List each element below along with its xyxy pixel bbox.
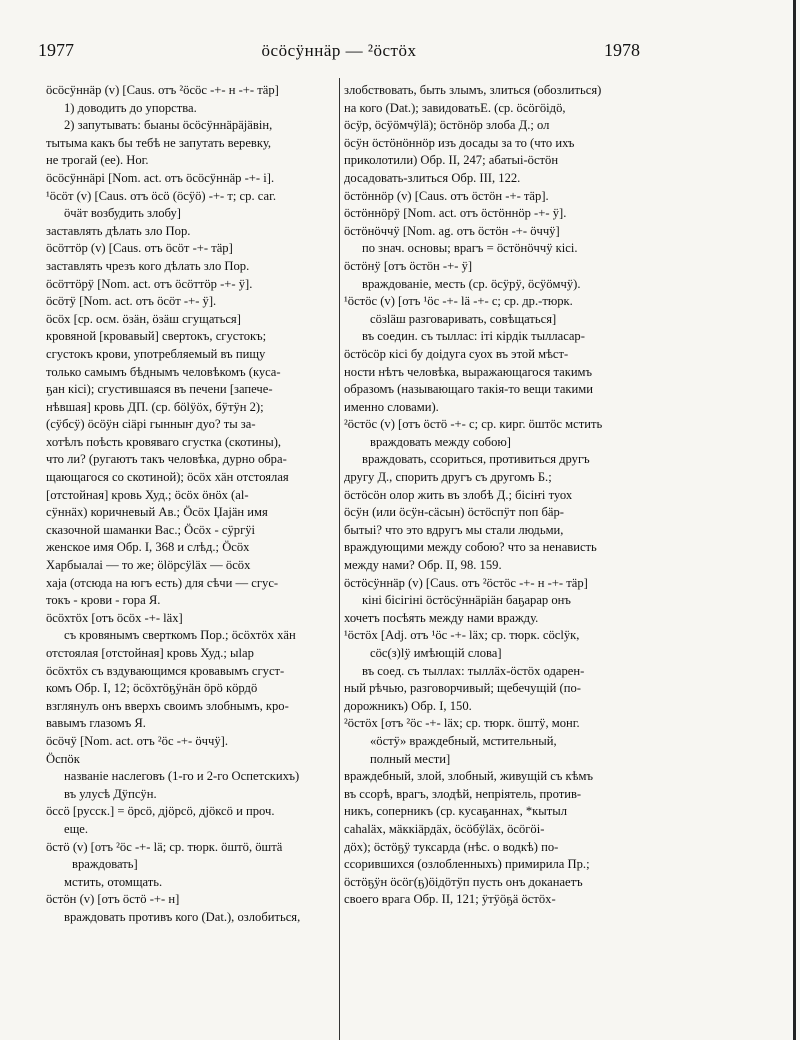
dictionary-line: ¹ӧстӧс (v) [отъ ¹ӧс -+- lӓ -+- с; ср. др.-тюрк. bbox=[344, 294, 573, 309]
dictionary-line: ҕан кісі); сгустившаяся въ печени [запече- bbox=[46, 382, 273, 397]
dictionary-line: ӧсӧсӱннӓрі [Nom. act. отъ ӧсӧсӱннӓр -+- і]. bbox=[46, 170, 275, 185]
dictionary-line: «ӧстӱ» враждебный, мстительный, bbox=[370, 733, 557, 748]
dictionary-line: ӧсӧттӧрӱ [Nom. act. отъ ӧсӧттӧр -+- ӱ]. bbox=[46, 276, 253, 291]
dictionary-line: мстить, отомщать. bbox=[64, 874, 163, 889]
dictionary-line: ности нѣтъ человѣка, выражающагося такимъ bbox=[344, 364, 593, 379]
dictionary-line: 2) запутывать: быаны ӧсӧсӱннӓрӓjӓвін, bbox=[64, 118, 273, 133]
dictionary-line: ӧсӧхтӧх съ вздувающимся кровавымъ сгуст- bbox=[46, 663, 285, 678]
dictionary-line: взглянулъ онъ вверхъ своимъ злобнымъ, кро- bbox=[46, 698, 289, 713]
dictionary-line: враждовать, ссориться, противиться другъ bbox=[362, 452, 590, 467]
dictionary-line: токъ - крови - гора Я. bbox=[46, 593, 161, 608]
dictionary-line: приколотили) Обр. II, 247; абатыі-ӧстӧн bbox=[344, 153, 559, 168]
dictionary-line: хотѣлъ поѣсть кровяваго сгустка (скотины), bbox=[46, 434, 282, 449]
dictionary-line: ӧссӧ [русск.] = ӧрсӧ, дjӧрсӧ, дjӧксӧ и проч. bbox=[46, 804, 275, 819]
dictionary-line: сӧзlӓш разговаривать, совѣщаться] bbox=[370, 311, 557, 326]
dictionary-line: отстоялая [отстойная] кровь Худ.; ыlар bbox=[46, 646, 254, 660]
dictionary-line: Харбыалаі — то же; ӧlӧрсӱlӓх — ӧсӧх bbox=[46, 558, 251, 573]
dictionary-line: ӧсӧсӱннӓр (v) [Caus. отъ ²ӧсӧс -+- н -+- тӓр] bbox=[46, 83, 279, 97]
dictionary-line: ӧсӱн (или ӧсӱн-сӓсын) ӧстӧспӱт поп бӓр- bbox=[344, 505, 564, 520]
dictionary-line: ӧстӧ (v) [отъ ²ӧс -+- lӓ; ср. тюрк. ӧштӧ, ӧштӓ bbox=[46, 839, 283, 854]
dictionary-line: ¹ӧсӧт (v) [Caus. отъ ӧсӧ (ӧсӱӧ) -+- т; ср. саг. bbox=[46, 188, 276, 203]
dictionary-line: ²ӧстӧс (v) [отъ ӧстӧ -+- с; ср. кирг. ӧштӧс мстить bbox=[344, 417, 603, 432]
dictionary-line: женское имя Обр. I, 368 и слѣд.; Ӧсӧх bbox=[46, 540, 250, 555]
dictionary-line: досадовать-злиться Обр. III, 122. bbox=[344, 170, 521, 185]
dictionary-line: ¹ӧстӧх [Adj. отъ ¹ӧс -+- lӓх; ср. тюрк. сӧсlӱк, bbox=[344, 628, 580, 643]
dictionary-line: названіе наслеговъ (1-го и 2-го Оспетскихъ) bbox=[64, 769, 300, 784]
dictionary-line: никъ, соперникъ (ср. кусаҕаннах, *кытыл bbox=[344, 804, 567, 819]
dictionary-line: ӧсӱн ӧстӧнӧннӧр изъ досады за то (что ихъ bbox=[344, 135, 575, 150]
dictionary-line: дӧх); ӧстӧҕӱ туксарда (нѣс. о водкѣ) по- bbox=[344, 839, 559, 854]
dictionary-line: сӧс(з)lӱ имѣющій слова] bbox=[370, 646, 502, 660]
dictionary-line: еще. bbox=[64, 821, 89, 836]
dictionary-line: въ соед. съ тыллах: тыллӓх-ӧстӧх одарен- bbox=[362, 663, 585, 678]
dictionary-line: ӧсӧчӱ [Nom. act. отъ ²ӧс -+- ӧччӱ]. bbox=[46, 733, 228, 748]
dictionary-line: ӧсӧтӱ [Nom. act. отъ ӧсӧт -+- ӱ]. bbox=[46, 294, 217, 309]
dictionary-line: враждующими между собою? что за ненависть bbox=[344, 540, 597, 555]
right-column bbox=[344, 82, 644, 909]
page-edge bbox=[793, 0, 796, 1040]
dictionary-line: въ соедин. съ тыллас: іті кірдік тыллаcар- bbox=[362, 329, 585, 344]
dictionary-line: тытыма какъ бы тебѣ не запутать веревку, bbox=[46, 135, 272, 150]
dictionary-line: сказочной шаманки Вас.; Ӧсӧх - сӱргӱі bbox=[46, 522, 256, 537]
dictionary-line: хаjа (отсюда на югъ есть) для сѣчи — сгус- bbox=[46, 575, 279, 590]
left-column bbox=[46, 82, 336, 927]
dictionary-line: сгустокъ крови, употребляемый въ пищу bbox=[46, 346, 266, 361]
dictionary-line: ӧстӧсӧр кісі бу доідуга суох въ этой мѣст- bbox=[344, 346, 569, 361]
dictionary-line: [отстойная] кровь Худ.; ӧсӧх ӧнӧх (аl- bbox=[46, 487, 249, 502]
dictionary-line: ӧстӧҕӱн ӧсӧг(ҕ)ӧідӧтӱп пусть онъ доканаетъ bbox=[344, 874, 583, 889]
dictionary-line: только самымъ бѣднымъ человѣкомъ (кусa- bbox=[46, 364, 281, 379]
dictionary-line: бытыі? что это вдругъ мы стали людьми, bbox=[344, 522, 564, 537]
dictionary-line: ӧсӱр, ӧсӱӧмчӱlӓ); ӧстӧнӧр злоба Д.; ол bbox=[344, 118, 550, 133]
page-title: ӧсӧсӱннӓр — ²ӧстӧх bbox=[261, 41, 417, 60]
dictionary-line: нѣвшая] кровь ДП. (ср. бӧlӱӧх, бӱтӱн 2); bbox=[46, 399, 264, 414]
dictionary-line: комъ Обр. I, 12; ӧсӧхтӧҕӱнӓн ӧрӧ кӧрдӧ bbox=[46, 681, 258, 696]
dictionary-line: не трогай (ее). Ног. bbox=[46, 153, 149, 168]
dictionary-line: кровяной [кровавый] свертокъ, сгустокъ; bbox=[46, 329, 267, 344]
dictionary-line: ӧсӧхтӧх [отъ ӧсӧх -+- lӓх] bbox=[46, 610, 183, 625]
dictionary-line: ӧстӧннӧрӱ [Nom. act. отъ ӧстӧннӧр -+- ӱ]. bbox=[344, 206, 567, 221]
dictionary-line: вавымъ глазомъ Я. bbox=[46, 716, 146, 731]
dictionary-line: другу Д., спорить другъ съ другомъ Б.; bbox=[344, 470, 552, 485]
dictionary-line: между нами? Обр. II, 98. 159. bbox=[344, 558, 502, 573]
dictionary-line: въ ссорѣ, врагъ, злодѣй, непріятель, против- bbox=[344, 786, 582, 801]
dictionary-line: (сӱбсӱ) ӧсӧӱн сіӓрі гынныҥ дуо? ты за- bbox=[46, 417, 256, 432]
dictionary-line: съ кровянымъ сверткомъ Пор.; ӧсӧхтӧх хӓн bbox=[64, 628, 296, 643]
dictionary-line: враждовать противъ кого (Dat.), озлобиться, bbox=[64, 909, 301, 924]
dictionary-line: по знач. основы; врагъ = ӧстӧнӧччӱ кісі. bbox=[362, 241, 578, 256]
dictionary-line: въ улусѣ Дӱпсӱн. bbox=[64, 786, 157, 801]
column-divider bbox=[339, 78, 340, 1040]
dictionary-line: ӧстӧсӧн олор жить въ злобѣ Д.; бісіҥі туох bbox=[344, 487, 573, 502]
dictionary-line: на кого (Dat.); завидоватьЕ. (ср. ӧсӧгӧідӧ, bbox=[344, 100, 566, 115]
dictionary-line: ӧсӧттӧр (v) [Caus. отъ ӧсӧт -+- тӓр] bbox=[46, 241, 233, 256]
dictionary-line: кіні бісігіні ӧстӧсӱннӓріӓн баҕарар онъ bbox=[362, 593, 571, 608]
dictionary-line: хочетъ посѣять между нами вражду. bbox=[344, 610, 539, 625]
dictionary-line: заставлять дѣлать зло Пор. bbox=[46, 223, 191, 238]
dictionary-line: сӱннӓх) коричневый Ав.; Ӧсӧх Џаjӓн имя bbox=[46, 505, 268, 520]
dictionary-line: щающагося со скотиной); ӧсӧх хӓн отстоялая bbox=[46, 470, 289, 485]
dictionary-line: что ли? (ругаютъ такъ человѣка, дурно обра- bbox=[46, 452, 287, 467]
dictionary-line: враждовать] bbox=[72, 857, 138, 872]
dictionary-line: полный мести] bbox=[370, 751, 451, 766]
dictionary-line: злобствовать, быть злымъ, злиться (обозлиться) bbox=[344, 83, 602, 97]
dictionary-line: ӧсӧх [ср. осм. ӧзӓн, ӧзӓш сгущаться] bbox=[46, 311, 241, 326]
dictionary-line: своего врага Обр. II, 121; ӱтӱӧҕӓ ӧстӧх- bbox=[344, 892, 556, 907]
dictionary-line: враждебный, злой, злобный, живущій съ кѣмъ bbox=[344, 769, 593, 784]
dictionary-line: заставлять чрезъ кого дѣлать зло Пор. bbox=[46, 258, 250, 273]
dictionary-line: саhаlӓх, мӓккіӓрдӓх, ӧсӧбӱlӓх, ӧсӧгӧі- bbox=[344, 821, 545, 836]
dictionary-line: именно словами). bbox=[344, 399, 439, 414]
dictionary-line: ²ӧстӧх [отъ ²ӧс -+- lӓх; ср. тюрк. ӧштӱ, монг. bbox=[344, 716, 580, 731]
dictionary-line: ӧстӧнӧччӱ [Nom. ag. отъ ӧстӧн -+- ӧччӱ] bbox=[344, 223, 560, 238]
left-page-number: 1977 bbox=[38, 40, 74, 60]
dictionary-line: образомъ (называющаго такія-то вещи такими bbox=[344, 382, 593, 397]
dictionary-line: ный рѣчью, разговорчивый; щебечущій (по- bbox=[344, 681, 581, 696]
page-header bbox=[38, 40, 640, 66]
dictionary-line: враждовать между собою] bbox=[370, 434, 511, 449]
dictionary-line: ссорившихся (озлобленныхъ) примирила Пр.; bbox=[344, 857, 590, 872]
dictionary-line: дорожникъ) Обр. I, 150. bbox=[344, 698, 472, 713]
dictionary-line: ӧстӧнӱ [отъ ӧстӧн -+- ӱ] bbox=[344, 258, 473, 273]
dictionary-line: Ӧспӧк bbox=[46, 751, 80, 766]
dictionary-line: ӧстӧн (v) [отъ ӧстӧ -+- н] bbox=[46, 892, 180, 907]
dictionary-line: ӧстӧсӱннӓр (v) [Caus. отъ ²ӧстӧс -+- н -+- тӓр] bbox=[344, 575, 588, 590]
dictionary-line: ӧстӧннӧр (v) [Caus. отъ ӧстӧн -+- тӓр]. bbox=[344, 188, 549, 203]
dictionary-line: ӧчӓт возбудить злобу] bbox=[64, 206, 181, 221]
dictionary-line: 1) доводить до упорства. bbox=[64, 100, 197, 115]
right-page-number: 1978 bbox=[604, 40, 640, 60]
dictionary-line: враждованіе, месть (ср. ӧсӱрӱ, ӧсӱӧмчӱ). bbox=[362, 276, 581, 291]
